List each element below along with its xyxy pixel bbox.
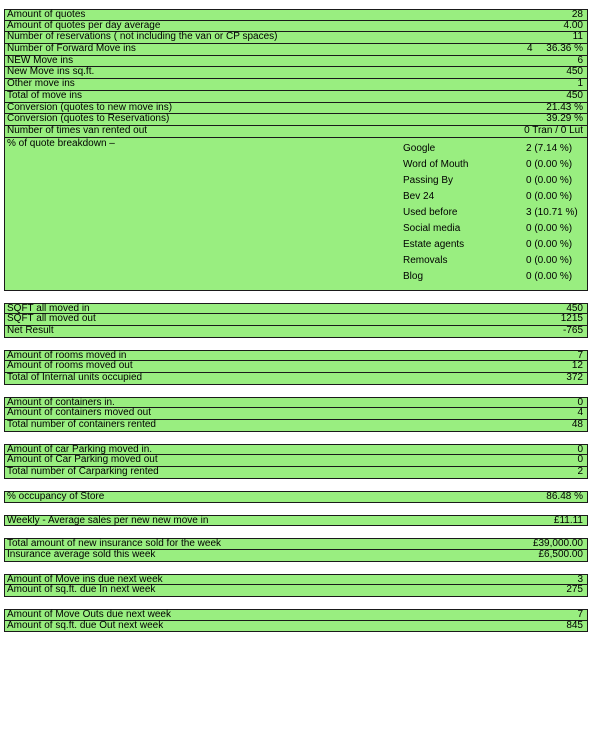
source-name: Estate agents	[403, 238, 465, 250]
row-label: % occupancy of Store	[7, 490, 105, 502]
section-sales	[4, 515, 588, 527]
spacer	[4, 503, 588, 515]
section-sqft	[4, 303, 588, 338]
row-value: 275	[566, 584, 583, 596]
row-label: Weekly - Average sales per new new move in	[7, 514, 209, 526]
row-value: 39.29 %	[546, 113, 583, 125]
section-containers	[4, 397, 588, 432]
row-value: 845	[566, 619, 583, 631]
spacer	[4, 291, 588, 303]
section-next-week-in	[4, 574, 588, 597]
row-label: Insurance average sold this week	[7, 548, 156, 560]
source-count: 0 (0.00 %)	[526, 222, 573, 234]
row-value: -765	[562, 324, 583, 336]
row-label: Amount of containers moved out	[7, 407, 151, 419]
row-value: 86.48 %	[546, 490, 583, 502]
section-quotes	[4, 9, 588, 138]
row-label: Amount of Move ins due next week	[7, 573, 163, 585]
report-row	[4, 420, 588, 432]
row-label: Conversion (quotes to new move ins)	[7, 101, 173, 113]
source-name: Google	[403, 142, 436, 154]
spacer	[4, 597, 588, 609]
section-occupancy	[4, 491, 588, 503]
row-value: 0	[577, 396, 583, 408]
spacer	[4, 385, 588, 397]
report-row	[4, 67, 588, 79]
row-label: Amount of sq.ft. due Out next week	[7, 619, 164, 631]
row-label: Total of move ins	[7, 89, 83, 101]
source-name: Bev 24	[403, 190, 435, 202]
report-row	[4, 314, 588, 326]
row-label: New Move ins sq.ft.	[7, 66, 95, 78]
source-count: 0 (0.00 %)	[526, 238, 573, 250]
source-count: 3 (10.71 %)	[526, 206, 578, 218]
report-row	[4, 550, 588, 562]
row-value: 0 Tran / 0 Lut	[524, 124, 583, 136]
row-label: Amount of car Parking moved in.	[7, 443, 153, 455]
report-row	[4, 609, 588, 621]
row-value: 450	[566, 66, 583, 78]
report-row	[4, 491, 588, 503]
row-label: Total number of Carparking rented	[7, 466, 159, 478]
row-value: 372	[566, 372, 583, 383]
report-row	[4, 326, 588, 338]
source-name: Social media	[403, 222, 461, 234]
report-row	[4, 585, 588, 597]
report-row	[4, 44, 588, 56]
row-label: Amount of sq.ft. due In next week	[7, 584, 156, 596]
source-count: 0 (0.00 %)	[526, 270, 573, 282]
row-value: 11	[572, 31, 583, 43]
row-value: 450	[566, 302, 583, 314]
row-label: Total of Internal units occupied	[7, 372, 143, 383]
report-row	[4, 79, 588, 91]
source-name: Passing By	[403, 174, 454, 186]
row-value: £6,500.00	[538, 548, 583, 560]
row-label: Total number of containers rented	[7, 419, 156, 431]
row-label: Other move ins	[7, 78, 75, 90]
report-row	[4, 515, 588, 527]
row-value: 7	[577, 608, 583, 620]
row-label: Net Result	[7, 324, 54, 336]
row-label: Amount of Move Outs due next week	[7, 608, 171, 620]
row-value: 0	[577, 443, 583, 455]
row-label: Number of reservations ( not including the van or CP spaces)	[7, 31, 278, 43]
source-name: Blog	[403, 270, 424, 282]
row-value: 6	[577, 54, 583, 66]
row-value: 12	[571, 360, 583, 372]
row-value: 4.00	[563, 19, 583, 31]
spacer	[4, 338, 588, 350]
row-value: 21.43 %	[546, 101, 583, 113]
section-insurance	[4, 538, 588, 561]
quote-breakdown	[4, 138, 588, 291]
source-count: 2 (7.14 %)	[526, 142, 573, 154]
row-label: Amount of quotes	[7, 9, 86, 20]
row-label: Number of times van rented out	[7, 124, 148, 136]
source-count: 0 (0.00 %)	[526, 174, 573, 186]
row-label: Conversion (quotes to Reservations)	[7, 113, 170, 125]
source-name: Word of Mouth	[403, 158, 469, 170]
row-value: 2	[577, 466, 583, 478]
row-value: 0	[577, 454, 583, 466]
row-value: 1	[577, 78, 583, 90]
spacer	[4, 526, 588, 538]
row-value: 48	[571, 419, 583, 431]
row-label: NEW Move ins	[7, 54, 74, 66]
row-value: £39,000.00	[532, 538, 583, 550]
source-count: 0 (0.00 %)	[526, 158, 573, 170]
section-next-week-out	[4, 609, 588, 632]
row-value-count: 4	[527, 43, 533, 55]
report-row	[4, 9, 588, 21]
row-label: Amount of Car Parking moved out	[7, 454, 158, 466]
row-value: 3	[577, 573, 583, 585]
spacer	[4, 562, 588, 574]
report-row	[4, 467, 588, 479]
source-count: 0 (0.00 %)	[526, 190, 573, 202]
row-value: 1215	[560, 313, 583, 325]
row-value: 450	[566, 89, 583, 101]
row-label: Number of Forward Move ins	[7, 43, 136, 55]
report-row	[4, 621, 588, 633]
row-label: Amount of rooms moved out	[7, 360, 133, 372]
row-label: Amount of quotes per day average	[7, 19, 161, 31]
spacer	[4, 479, 588, 491]
report-row	[4, 91, 588, 103]
source-name: Removals	[403, 254, 448, 266]
row-label: SQFT all moved in	[7, 302, 90, 314]
report-row	[4, 126, 588, 138]
row-value: 7	[577, 349, 583, 361]
row-label: Amount of containers in.	[7, 396, 115, 408]
breakdown-label: % of quote breakdown –	[7, 137, 115, 149]
row-label: SQFT all moved out	[7, 313, 96, 325]
weekly-report-sheet	[4, 9, 588, 632]
row-value: 36.36 %	[546, 43, 583, 55]
report-row	[4, 373, 588, 385]
row-value: £11.11	[553, 514, 583, 526]
row-value: 4	[577, 407, 583, 419]
section-rooms	[4, 350, 588, 385]
source-count: 0 (0.00 %)	[526, 254, 573, 266]
row-label: Total amount of new insurance sold for the week	[7, 538, 222, 550]
row-label: Amount of rooms moved in	[7, 349, 127, 361]
spacer	[4, 432, 588, 444]
source-name: Used before	[403, 206, 458, 218]
row-value: 28	[571, 9, 583, 20]
section-parking	[4, 444, 588, 479]
